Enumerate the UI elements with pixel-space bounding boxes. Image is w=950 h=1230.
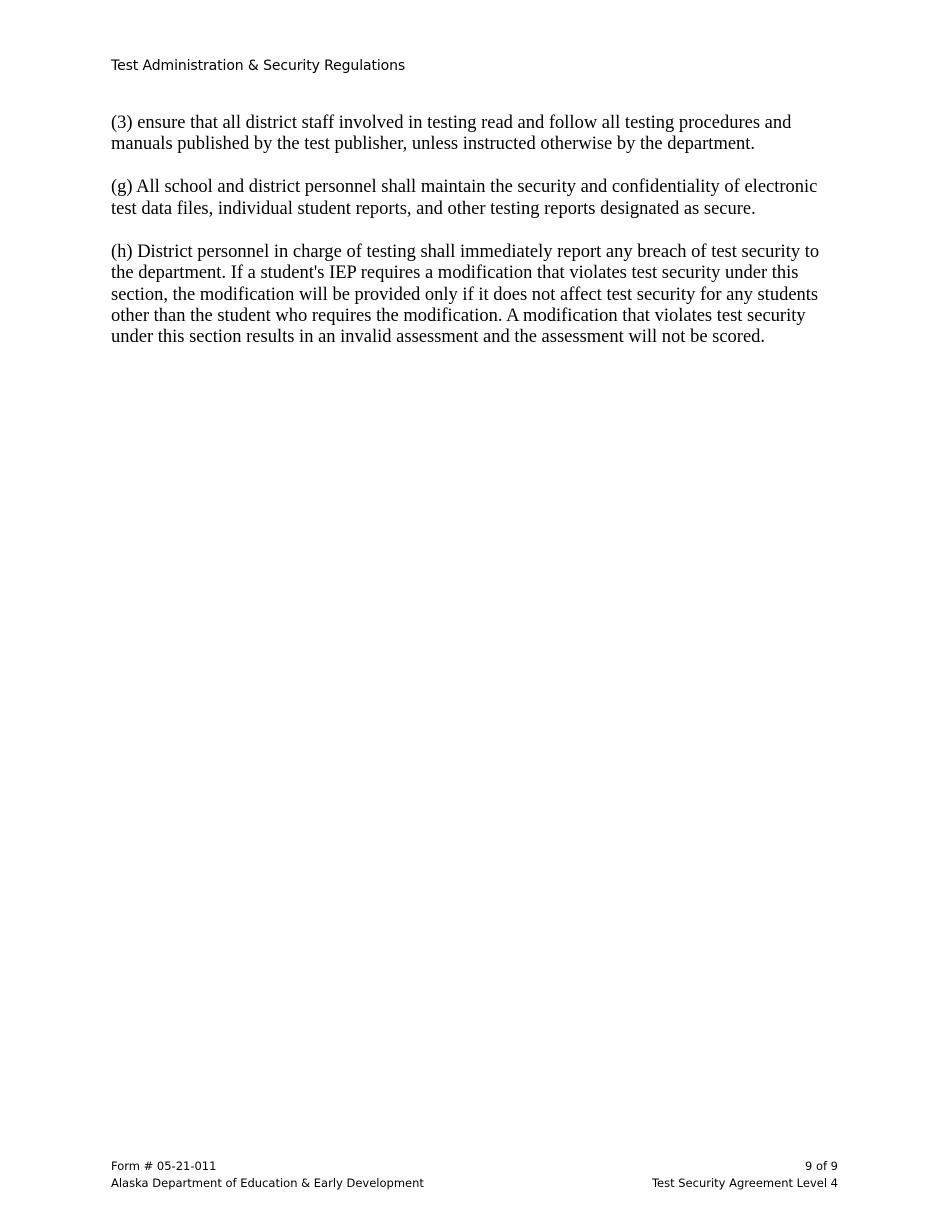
form-number: Form # 05-21-011 [111,1159,217,1173]
paragraph-h-breach-reporting: (h) District personnel in charge of testing shall immediately report any breach of test security to the department. If a student's IEP requires a modification that violates test security under this section, the modification will be provided only if it does not affect test security for any students other than the student who requires the modification. A modification that violates test security under this section results in an invalid assessment and the assessment will not be scored. [111,241,820,348]
page-footer [111,1158,838,1192]
paragraph-3-staff-procedures: (3) ensure that all district staff involved in testing read and follow all testing procedures and manuals published by the test publisher, unless instructed otherwise by the department. [111,113,792,155]
paragraph-g-confidentiality: (g) All school and district personnel shall maintain the security and confidentiality of electronic test data files, individual student reports, and other testing reports designated as secure. [111,177,818,219]
document-body [111,113,833,370]
footer-row-bottom [111,1175,838,1192]
page-header: Test Administration & Security Regulations [111,58,406,74]
footer-row-top [111,1158,838,1175]
page-number: 9 of 9 [804,1159,838,1173]
document-title: Test Security Agreement Level 4 [651,1176,838,1190]
organization-name: Alaska Department of Education & Early Development [111,1176,424,1190]
